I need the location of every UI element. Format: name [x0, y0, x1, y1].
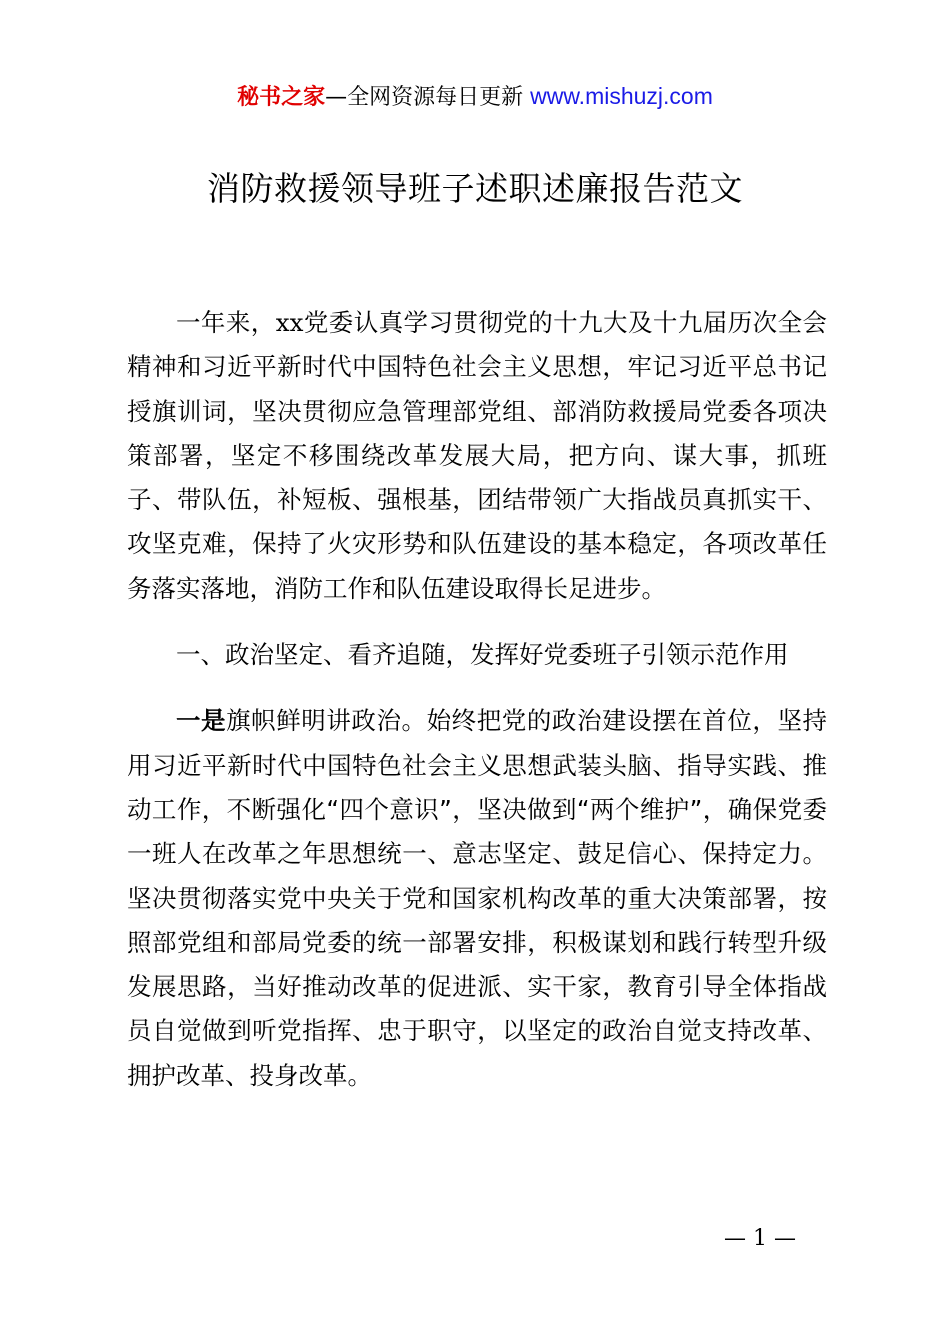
header-separator: — — [325, 85, 348, 110]
paragraph-intro-placeholder: xx — [275, 308, 304, 337]
header-url-link[interactable]: www.mishuzj.com — [530, 83, 713, 109]
paragraph-politics — [127, 699, 827, 1098]
document-title: 消防救援领导班子述职述廉报告范文 — [207, 169, 743, 208]
site-header — [0, 80, 950, 114]
paragraph-intro — [127, 301, 827, 611]
header-tagline: 全网资源每日更新 — [347, 85, 531, 110]
paragraph-politics-lead: 一是 — [176, 706, 227, 736]
header-brand: 秘书之家 — [237, 85, 326, 110]
paragraph-intro-prefix: 一年来， — [176, 308, 276, 337]
page-number: — 1 — — [724, 1226, 796, 1251]
paragraph-intro-text: 党委认真学习贯彻党的十九大及十九届历次全会精神和习近平新时代中国特色社会主义思想，牢记习近平总书记授旗训词，坚决贯彻应急管理部党组、部消防救援局党委各项决策部署，坚定不移围绕改革发展大局，把方向、谋大事，抓班子、带队伍，补短板、强根基，团结带领广大指战员真抓实干、攻坚克难，保持了火灾形势和队伍建设的基本稳定，各项改革任务落实落地，消防工作和队伍建设取得长足进步。 — [127, 308, 828, 603]
document-body — [127, 301, 827, 1098]
paragraph-politics-text: 旗帜鲜明讲政治。始终把党的政治建设摆在首位，坚持用习近平新时代中国特色社会主义思想武装头脑、指导实践、推动工作，不断强化“四个意识”，坚决做到“两个维护”，确保党委一班人在改革之年思想统一、意志坚定、鼓足信心、保持定力。坚决贯彻落实党中央关于党和国家机构改革的重大决策部署，按照部党组和部局党委的统一部署安排，积极谋划和践行转型升级发展思路，当好推动改革的促进派、实干家，教育引导全体指战员自觉做到听党指挥、忠于职守，以坚定的政治自觉支持改革、拥护改革、投身改革。 — [127, 706, 828, 1090]
section-heading-1: 一、政治坚定、看齐追随，发挥好党委班子引领示范作用 — [176, 640, 789, 670]
